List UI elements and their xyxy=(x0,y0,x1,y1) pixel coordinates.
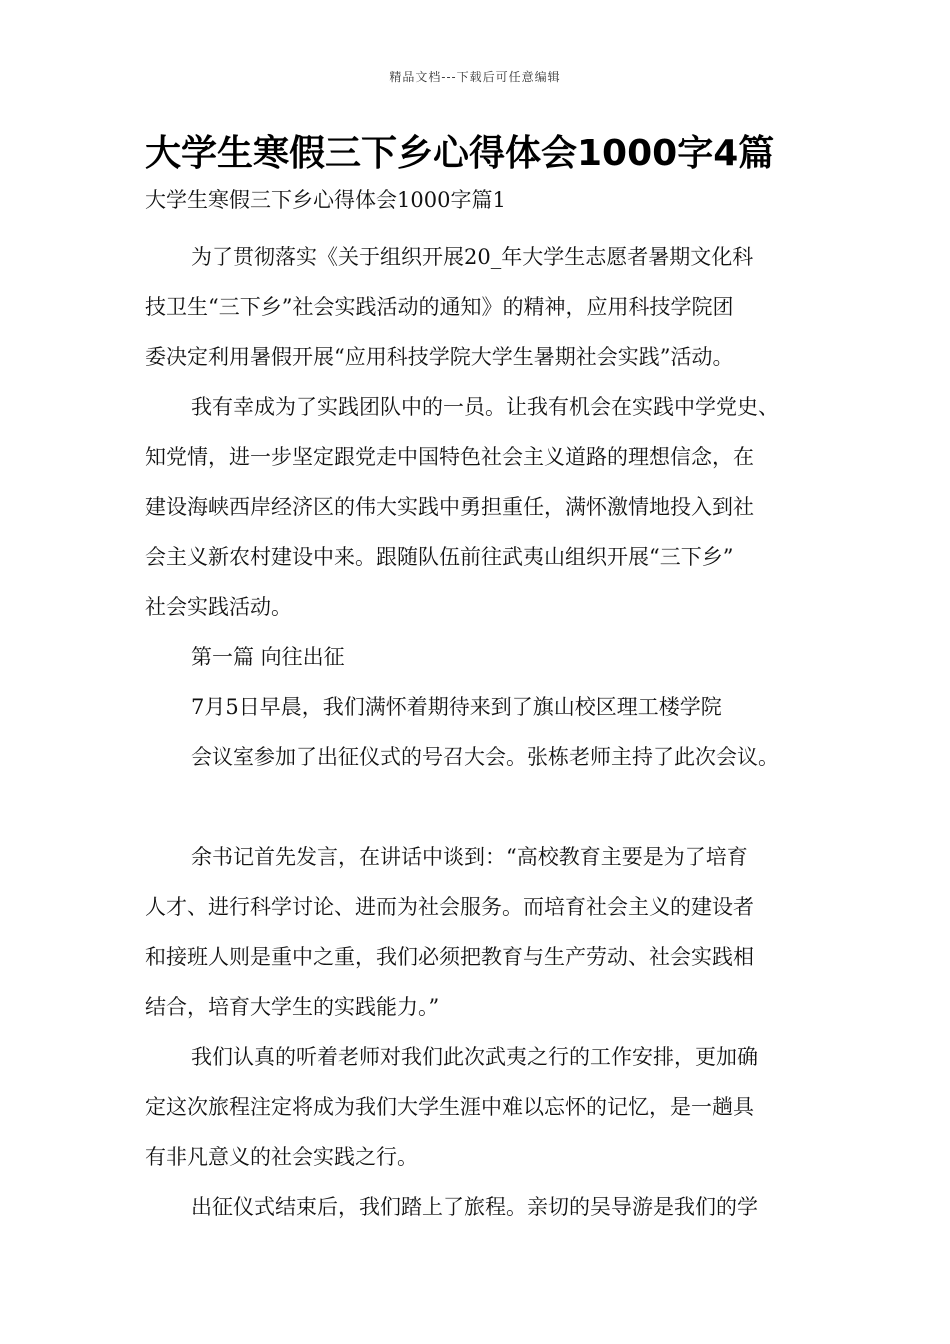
section-subtitle: 大学生寒假三下乡心得体会1000字篇1 xyxy=(145,188,506,212)
body-line: 余书记首先发言，在讲话中谈到：“高校教育主要是为了培育 xyxy=(191,845,748,869)
body-line: 出征仪式结束后，我们踏上了旅程。亲切的吴导游是我们的学 xyxy=(191,1195,758,1219)
body-line: 会主义新农村建设中来。跟随队伍前往武夷山组织开展“三下乡” xyxy=(145,545,734,569)
body-line: 定这次旅程注定将成为我们大学生涯中难以忘怀的记忆，是一趟具 xyxy=(145,1095,754,1119)
body-line: 社会实践活动。 xyxy=(145,595,292,619)
body-line: 会议室参加了出征仪式的号召大会。张栋老师主持了此次会议。 xyxy=(191,745,779,769)
body-line: 和接班人则是重中之重，我们必须把教育与生产劳动、社会实践相 xyxy=(145,945,754,969)
body-line: 结合，培育大学生的实践能力。” xyxy=(145,995,440,1019)
body-line: 委决定利用暑假开展“应用科技学院大学生暑期社会实践”活动。 xyxy=(145,345,734,369)
body-line: 建设海峡西岸经济区的伟大实践中勇担重任，满怀激情地投入到社 xyxy=(145,495,754,519)
header-note: 精品文档---下载后可任意编辑 xyxy=(389,70,561,84)
section-heading: 第一篇 向往出征 xyxy=(191,645,345,669)
body-line: 知党情，进一步坚定跟党走中国特色社会主义道路的理想信念，在 xyxy=(145,445,754,469)
body-line: 7月5日早晨，我们满怀着期待来到了旗山校区理工楼学院 xyxy=(191,695,722,719)
body-line: 我有幸成为了实践团队中的一员。让我有机会在实践中学党史、 xyxy=(191,395,779,419)
body-line: 有非凡意义的社会实践之行。 xyxy=(145,1145,418,1169)
body-line: 为了贯彻落实《关于组织开展20_年大学生志愿者暑期文化科 xyxy=(191,245,754,269)
document-title: 大学生寒假三下乡心得体会1000字4篇 xyxy=(145,133,775,174)
body-line: 我们认真的听着老师对我们此次武夷之行的工作安排，更加确 xyxy=(191,1045,758,1069)
body-line: 人才、进行科学讨论、进而为社会服务。而培育社会主义的建设者 xyxy=(145,895,754,919)
document-body xyxy=(145,232,815,1232)
blank-gap xyxy=(145,782,815,832)
body-line: 技卫生“三下乡”社会实践活动的通知》的精神，应用科技学院团 xyxy=(145,295,734,319)
